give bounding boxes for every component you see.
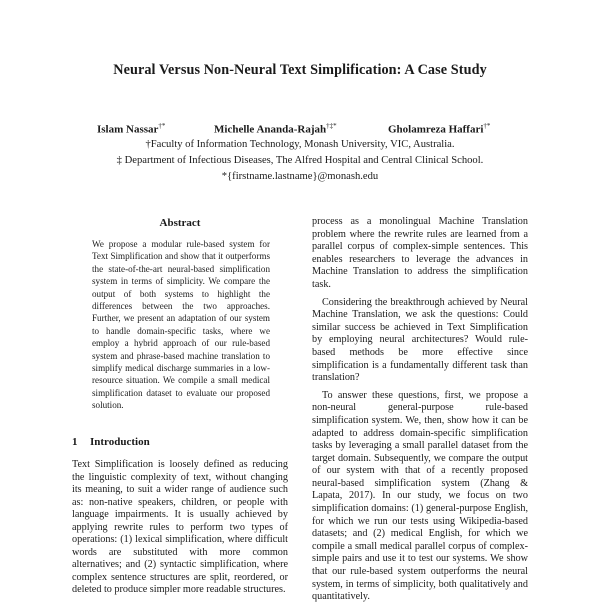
affiliation-alfred: ‡ Department of Infectious Diseases, The Alfred Hospital and Central Clinical School. — [116, 155, 484, 166]
introduction-paragraph-1: Text Simplification is loosely defined as reducing the linguistic complexity of text, without changing its meaning, to suit a wider range of audience such as: non-native speakers, children, or people with language impairments. It is usually achieved by applying rewrite rules to perform two types of operations: (1) lexical simplification, where difficult words are substituted with more common alternatives; and (2) syntactic simplification, where complex sentence structures are split, reordered, or deleted to produce simpler more readable structures. — [72, 459, 288, 595]
author-1 — [97, 122, 165, 136]
section-title: Introduction — [90, 436, 150, 448]
author-marks: †* — [158, 122, 166, 130]
paper-title: Neural Versus Non-Neural Text Simplification: A Case Study — [113, 62, 487, 78]
author-marks: †* — [483, 122, 491, 130]
section-heading-introduction — [72, 436, 150, 448]
abstract-heading: Abstract — [159, 217, 201, 229]
author-3 — [388, 122, 490, 136]
abstract-body: We propose a modular rule-based system for Text Simplification and show that it outperforms the state-of-the-art neural-based simplification system in terms of simplicity. We compare the output of both systems to highlight the differences between the two approaches. Further, we present an adaptation of our system to handle domain-specific tasks, where we employ a hybrid approach of our rule-based system and phrase-based machine translation to simplify medical discharge summaries in a low-resource situation. We compile a small medical simplification dataset to evaluate our proposed solution. — [92, 239, 270, 411]
author-name: Gholamreza Haffari — [388, 123, 484, 136]
author-2 — [214, 122, 337, 136]
author-name: Islam Nassar — [97, 123, 159, 136]
right-paragraph-2: Considering the breakthrough achieved by Neural Machine Translation, we ask the questions: Could similar success be achieved in Text Simplification by employing neural architectures? Would rule-based methods be more effective since simplification is a fundamentally different task than translation? — [312, 296, 528, 384]
right-paragraph-3: To answer these questions, first, we propose a non-neural general-purpose rule-based simplification system. We, then, show how it can be adapted to address domain-specific simplification tasks by leveraging a small parallel dataset from the target domain. Subsequently, we compare the output of our system with that of a recently proposed neural-based simplification system (Zhang & Lapata, 2017). In our study, we focus on two simplification domains: (1) general-purpose English, for which we run our tests using Wikipedia-based datasets; and (2) medical English, for which we compile a small medical parallel corpus of complex-simple pairs and use it to test our systems. We show that our rule-based system outperforms the neural system, in terms of simplicity, both qualitatively and quantitatively. — [312, 389, 528, 603]
right-paragraph-1: process as a monolingual Machine Translation problem where the rewrite rules are learned from a parallel corpus of complex-simple sentences. This enables researchers to leverage the advances in Machine Translation to address the simplification task. — [312, 216, 528, 290]
right-column — [312, 216, 528, 609]
section-number: 1 — [72, 436, 78, 448]
author-email: *{firstname.lastname}@monash.edu — [221, 171, 379, 182]
author-marks: †‡* — [326, 122, 337, 130]
author-name: Michelle Ananda-Rajah — [214, 123, 327, 136]
affiliation-monash: †Faculty of Information Technology, Monash University, VIC, Australia. — [145, 139, 455, 150]
